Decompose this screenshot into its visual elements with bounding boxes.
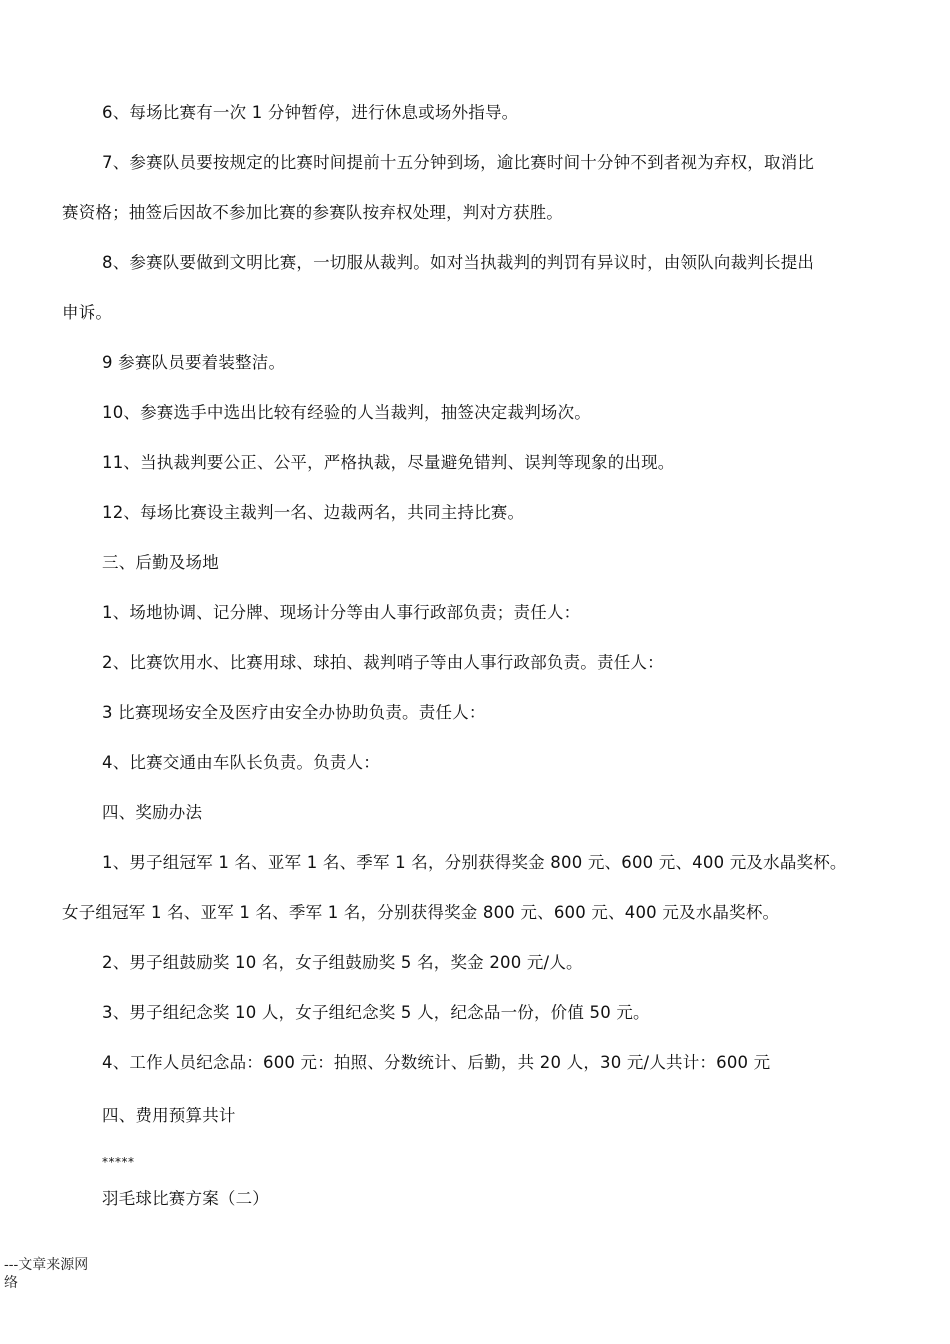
source-note-line-2: 络 bbox=[4, 1275, 18, 1291]
paragraph-logistics-1: 1、场地协调、记分牌、现场计分等由人事行政部负责；责任人： bbox=[102, 603, 581, 622]
paragraph-awards-4: 4、工作人员纪念品：600 元：拍照、分数统计、后勤，共 20 人，30 元/人共计：600 元 bbox=[102, 1053, 771, 1072]
paragraph-awards-3: 3、男子组纪念奖 10 人，女子组纪念奖 5 人，纪念品一份，价值 50 元。 bbox=[102, 1003, 650, 1022]
paragraph-rule-7-continued: 赛资格；抽签后因故不参加比赛的参赛队按弃权处理，判对方获胜。 bbox=[62, 203, 563, 222]
paragraph-logistics-2: 2、比赛饮用水、比赛用球、球拍、裁判哨子等由人事行政部负责。责任人： bbox=[102, 653, 664, 672]
section-heading-awards: 四、奖励办法 bbox=[102, 803, 203, 822]
paragraph-rule-11: 11、当执裁判要公正、公平，严格执裁，尽量避免错判、误判等现象的出现。 bbox=[102, 453, 675, 472]
paragraph-rule-10: 10、参赛选手中选出比较有经验的人当裁判，抽签决定裁判场次。 bbox=[102, 403, 591, 422]
paragraph-rule-6: 6、每场比赛有一次 1 分钟暂停，进行休息或场外指导。 bbox=[102, 103, 519, 122]
section-heading-budget: 四、费用预算共计 bbox=[102, 1106, 236, 1125]
paragraph-logistics-3: 3 比赛现场安全及医疗由安全办协助负责。责任人： bbox=[102, 703, 486, 722]
separator-stars: ***** bbox=[102, 1155, 135, 1169]
source-note-line-1: ---文章来源网 bbox=[4, 1257, 89, 1273]
paragraph-rule-8-continued: 申诉。 bbox=[62, 303, 113, 322]
next-article-title: 羽毛球比赛方案（二） bbox=[102, 1189, 269, 1208]
section-heading-logistics: 三、后勤及场地 bbox=[102, 553, 219, 572]
paragraph-rule-9: 9 参赛队员要着装整洁。 bbox=[102, 353, 286, 372]
paragraph-awards-2: 2、男子组鼓励奖 10 名，女子组鼓励奖 5 名，奖金 200 元/人。 bbox=[102, 953, 583, 972]
paragraph-rule-8: 8、参赛队要做到文明比赛，一切服从裁判。如对当执裁判的判罚有异议时，由领队向裁判长提出 bbox=[102, 253, 815, 272]
paragraph-rule-12: 12、每场比赛设主裁判一名、边裁两名，共同主持比赛。 bbox=[102, 503, 525, 522]
paragraph-logistics-4: 4、比赛交通由车队长负责。负责人： bbox=[102, 753, 380, 772]
paragraph-awards-1-continued: 女子组冠军 1 名、亚军 1 名、季军 1 名，分别获得奖金 800 元、600 元、400 元及水晶奖杯。 bbox=[62, 903, 780, 922]
paragraph-awards-1: 1、男子组冠军 1 名、亚军 1 名、季军 1 名，分别获得奖金 800 元、600 元、400 元及水晶奖杯。 bbox=[102, 853, 847, 872]
paragraph-rule-7: 7、参赛队员要按规定的比赛时间提前十五分钟到场，逾比赛时间十分钟不到者视为弃权，取消比 bbox=[102, 153, 815, 172]
